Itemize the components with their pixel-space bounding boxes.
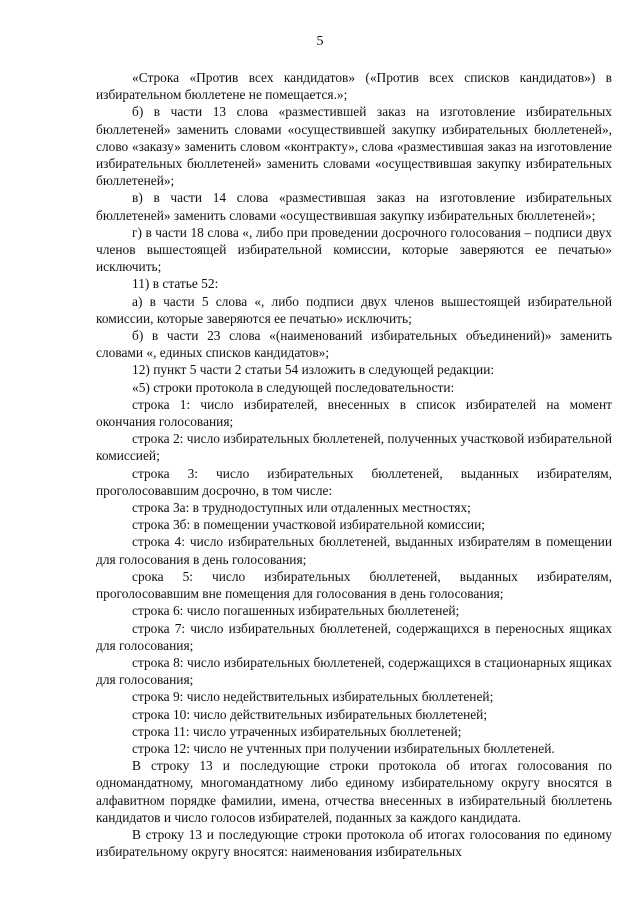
paragraph: строка 3б: в помещении участковой избирательной комиссии; (132, 517, 485, 533)
paragraph: 12) пункт 5 части 2 статьи 54 изложить в следующей редакции: (132, 362, 495, 378)
paragraph: строка 3: число избирательных бюллетеней, выданных избирателям, проголосовавшим досрочно, в том числе: (96, 465, 612, 498)
page-number: 5 (316, 34, 324, 49)
paragraph: строка 4: число избирательных бюллетеней, выданных избирателям в помещении для голосования в день голосования; (96, 534, 612, 567)
paragraph: строка 12: число не учтенных при получении избирательных бюллетеней. (132, 740, 555, 756)
paragraph: б) в части 13 слова «разместившей заказ на изготовление избирательных бюллетеней» заменить словами «осуществившей закупку избирательных бюллетеней», слово «заказу» заменить словом «контракту», слова «разместившая заказ на изготовление избирательных бюллетеней» заменить словами «осуществившая закупку избирательных бюллетеней»; (96, 104, 612, 189)
paragraph: срока 5: число избирательных бюллетеней, выданных избирателям, проголосовавшим вне помещения для голосования в день голосования; (96, 568, 612, 602)
paragraph: строка 1: число избирателей, внесенных в список избирателей на момент окончания голосования; (96, 396, 612, 430)
paragraph: строка 6: число погашенных избирательных бюллетеней; (132, 603, 460, 619)
paragraph: В строку 13 и последующие строки протокола об итогах голосования по единому избирательному округу вносятся: наименования избирательных (96, 826, 612, 860)
document-body (96, 69, 612, 860)
paragraph: б) в части 23 слова «(наименований избирательных объединений)» заменить словами «, единых списков кандидатов»; (96, 328, 612, 361)
paragraph: г) в части 18 слова «, либо при проведении досрочного голосования – подписи двух членов вышестоящей избирательной комиссии, которые заверяются ее печатью» исключить; (96, 224, 612, 275)
paragraph: 11) в статье 52: (132, 276, 219, 292)
paragraph: а) в части 5 слова «, либо подписи двух членов вышестоящей избирательной комиссии, которые заверяются ее печатью» исключить; (96, 293, 612, 326)
paragraph: строка 10: число действительных избирательных бюллетеней; (132, 706, 488, 722)
paragraph: в) в части 14 слова «разместившая заказ на изготовление избирательных бюллетеней» заменить словами «осуществившая закупку избирательных бюллетеней»; (96, 190, 612, 223)
paragraph: «5) строки протокола в следующей последовательности: (132, 379, 455, 395)
paragraph: В строку 13 и последующие строки протокола об итогах голосования по одномандатному, многомандатному либо единому избирательному округу вносятся в алфавитном порядке фамилии, имена, отчества внесенных в избирательный бюллетень кандидатов и число голосов избирателей, поданных за каждого кандидата. (96, 758, 612, 825)
paragraph: строка 7: число избирательных бюллетеней, содержащихся в переносных ящиках для голосования; (96, 620, 612, 653)
paragraph: строка 8: число избирательных бюллетеней, содержащихся в стационарных ящиках для голосования; (96, 654, 612, 688)
paragraph: строка 3а: в труднодоступных или отдаленных местностях; (132, 500, 471, 516)
paragraph: строка 11: число утраченных избирательных бюллетеней; (132, 723, 462, 739)
paragraph: строка 9: число недействительных избирательных бюллетеней; (132, 689, 494, 705)
paragraph: «Строка «Против всех кандидатов» («Против всех списков кандидатов») в избирательном бюллетене не помещается.»; (96, 70, 612, 103)
paragraph: строка 2: число избирательных бюллетеней, полученных участковой избирательной комиссией; (96, 431, 612, 464)
